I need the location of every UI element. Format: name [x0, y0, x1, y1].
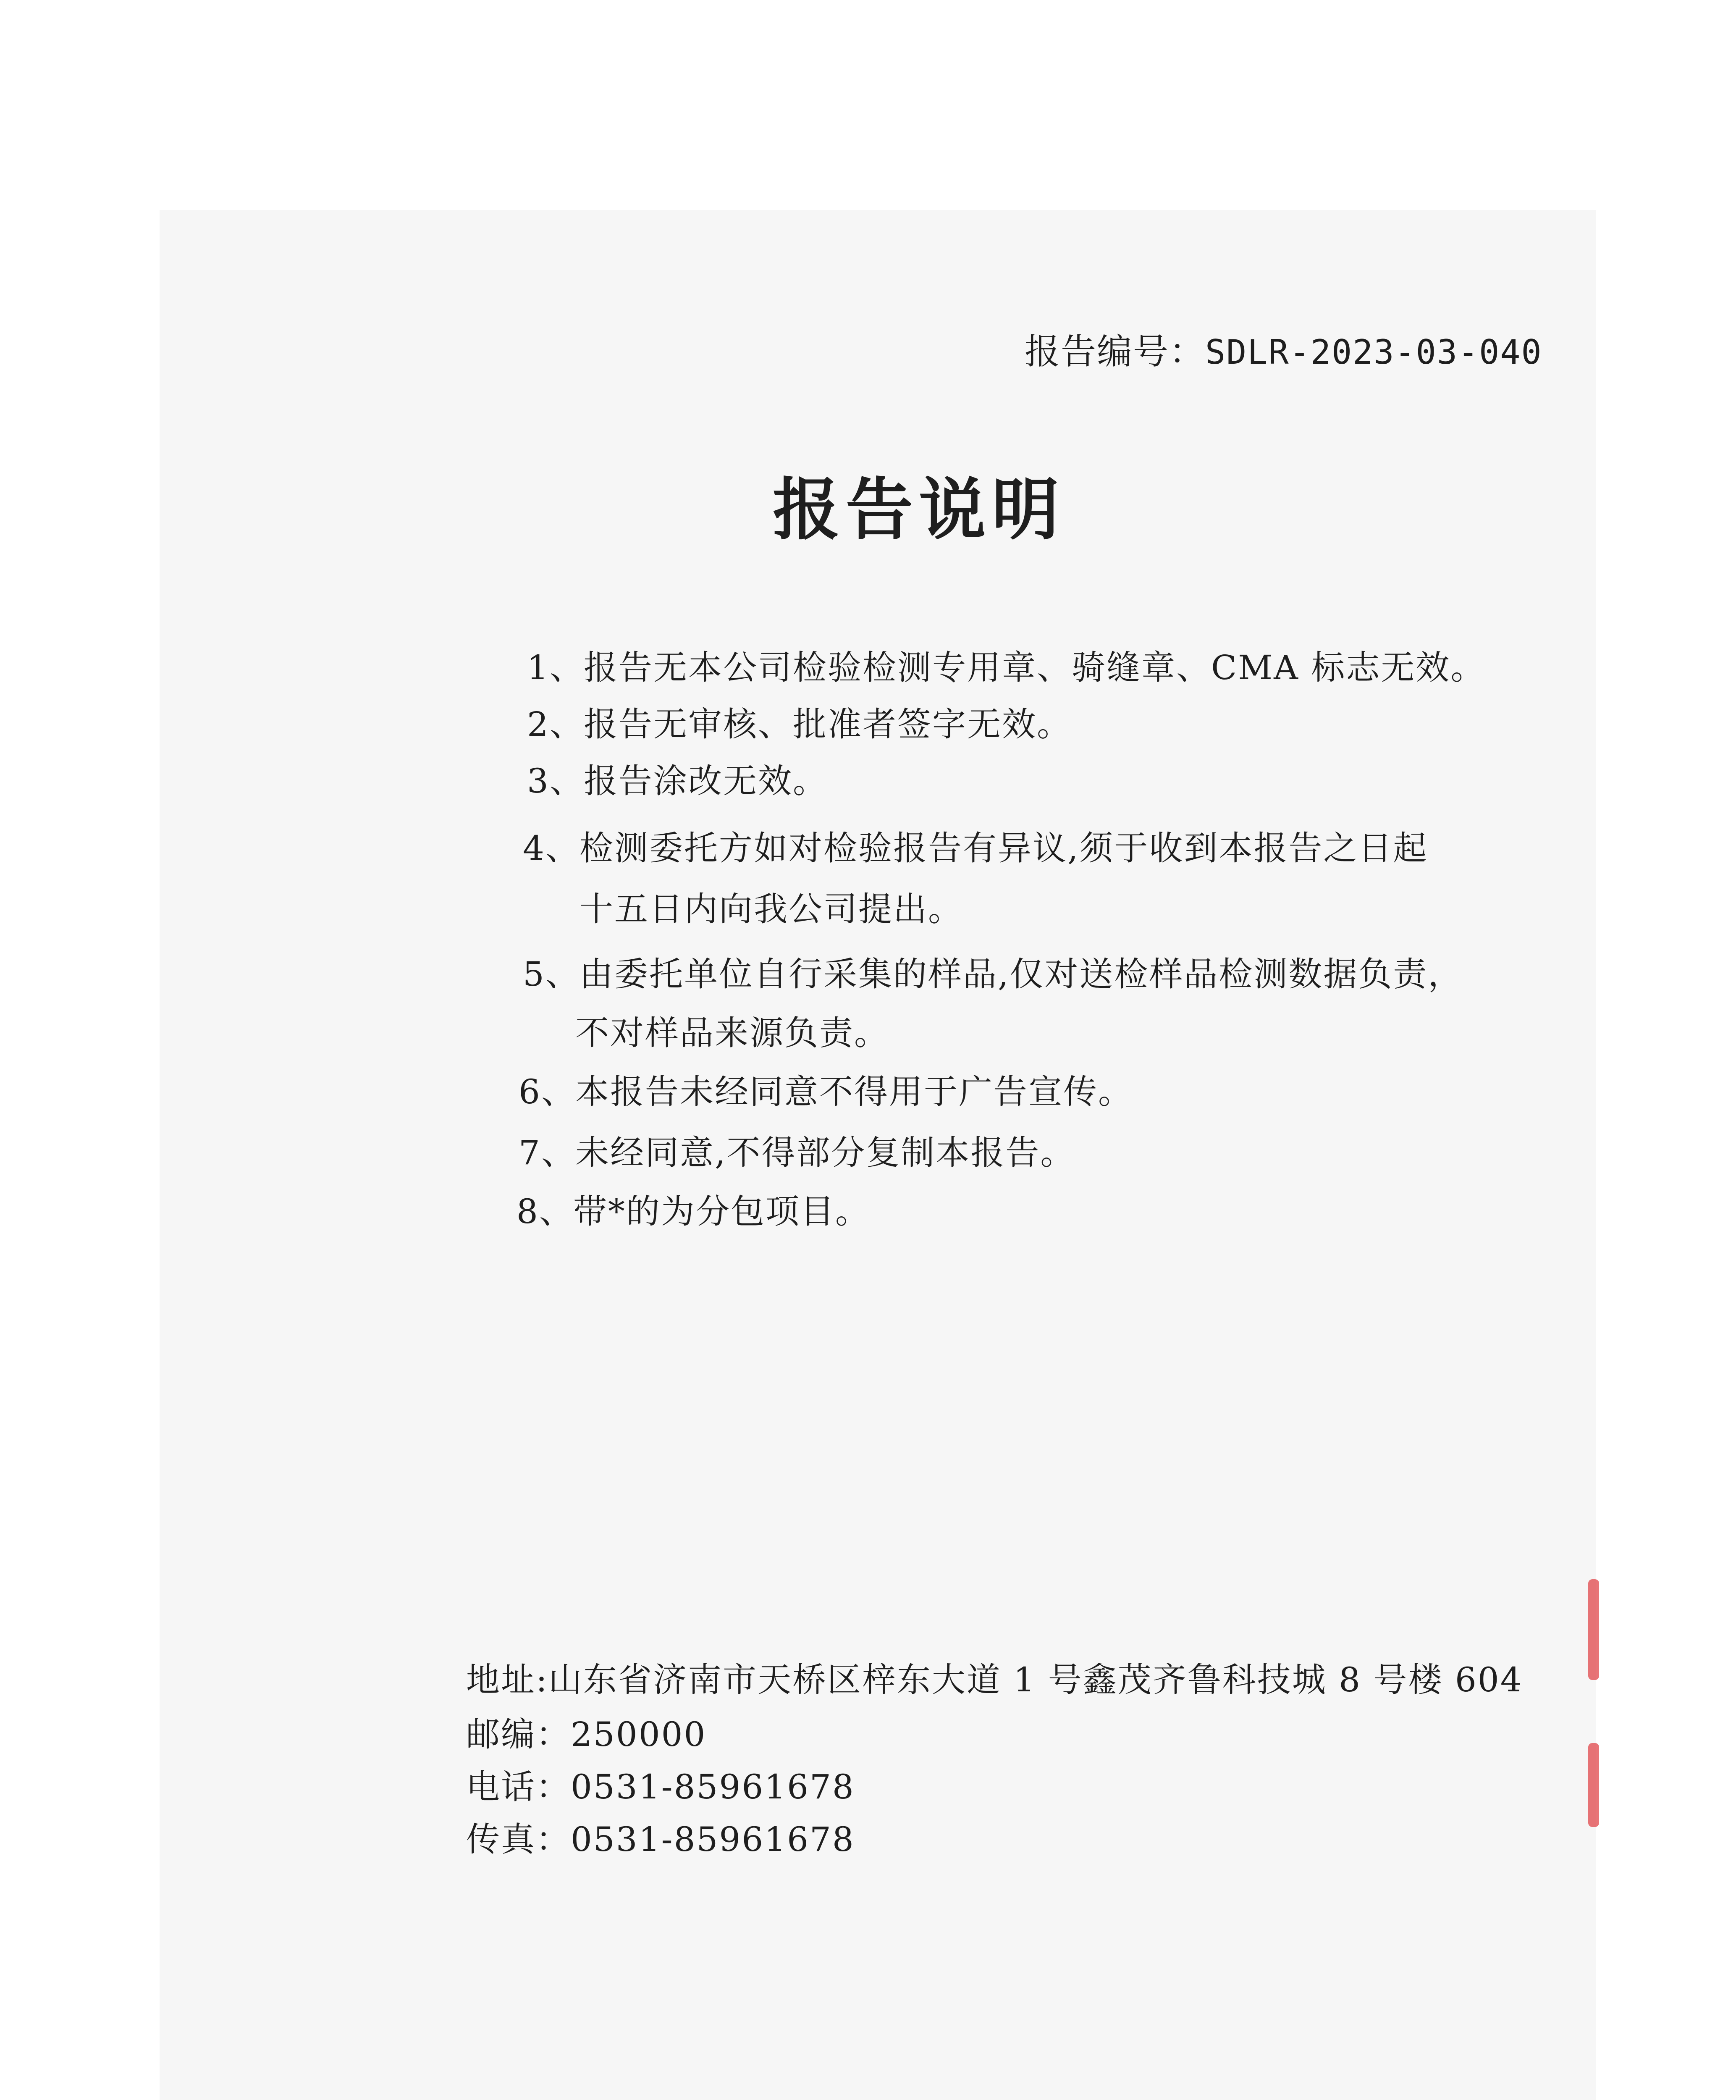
phone-value: 0531-85961678: [571, 1767, 855, 1806]
note-number: 7、: [519, 1133, 576, 1172]
note-text: 报告无审核、批准者签字无效。: [584, 705, 1072, 744]
note-number: 1、: [527, 648, 585, 687]
note-item: [523, 821, 1428, 869]
report-number-value: SDLR-2023-03-040: [1205, 333, 1542, 372]
note-number: 2、: [527, 705, 585, 744]
phone-line: [466, 1760, 855, 1808]
note-continuation: [575, 1006, 889, 1054]
report-number: [1025, 323, 1542, 374]
seal-stamp-edge: [1588, 1579, 1599, 1680]
note-number: 3、: [527, 761, 585, 801]
note-item: [519, 1126, 1075, 1174]
note-text: 十五日内向我公司提出。: [580, 890, 963, 929]
note-item: [519, 1065, 1133, 1113]
note-number: 8、: [517, 1192, 574, 1231]
note-text: 带*的为分包项目。: [573, 1192, 870, 1231]
fax-line: [466, 1812, 855, 1861]
note-item: [517, 1184, 870, 1233]
note-text: 报告涂改无效。: [584, 761, 828, 801]
phone-label: 电话：: [466, 1767, 571, 1806]
note-text: 本报告未经同意不得用于广告宣传。: [575, 1072, 1133, 1111]
note-continuation: [580, 882, 963, 930]
address-value: 山东省济南市天桥区梓东大道 1 号鑫茂齐鲁科技城 8 号楼 604: [548, 1660, 1523, 1699]
postcode-label: 邮编：: [466, 1715, 571, 1754]
note-item: [523, 947, 1463, 995]
address-label: 地址:: [466, 1660, 548, 1699]
page-title: 报告说明: [773, 470, 1065, 549]
postcode-value: 250000: [571, 1715, 707, 1754]
note-text: 报告无本公司检验检测专用章、骑缝章、CMA 标志无效。: [584, 648, 1486, 687]
note-number: 5、: [523, 955, 580, 994]
note-number: 6、: [519, 1072, 576, 1111]
note-number: 4、: [523, 829, 580, 868]
note-text: 由委托单位自行采集的样品,仅对送检样品检测数据负责，: [580, 955, 1463, 994]
report-number-label: 报告编号：: [1025, 331, 1206, 372]
address-line: [466, 1653, 1523, 1701]
note-item: [527, 754, 828, 802]
note-item: [527, 697, 1072, 746]
seal-stamp-edge: [1588, 1743, 1599, 1827]
note-text: 未经同意,不得部分复制本报告。: [575, 1133, 1075, 1172]
fax-label: 传真：: [466, 1820, 571, 1859]
note-item: [527, 640, 1485, 689]
fax-value: 0531-85961678: [571, 1820, 855, 1859]
note-text: 不对样品来源负责。: [575, 1013, 889, 1053]
postcode-line: [466, 1707, 706, 1756]
note-text: 检测委托方如对检验报告有异议,须于收到本报告之日起: [580, 829, 1428, 868]
